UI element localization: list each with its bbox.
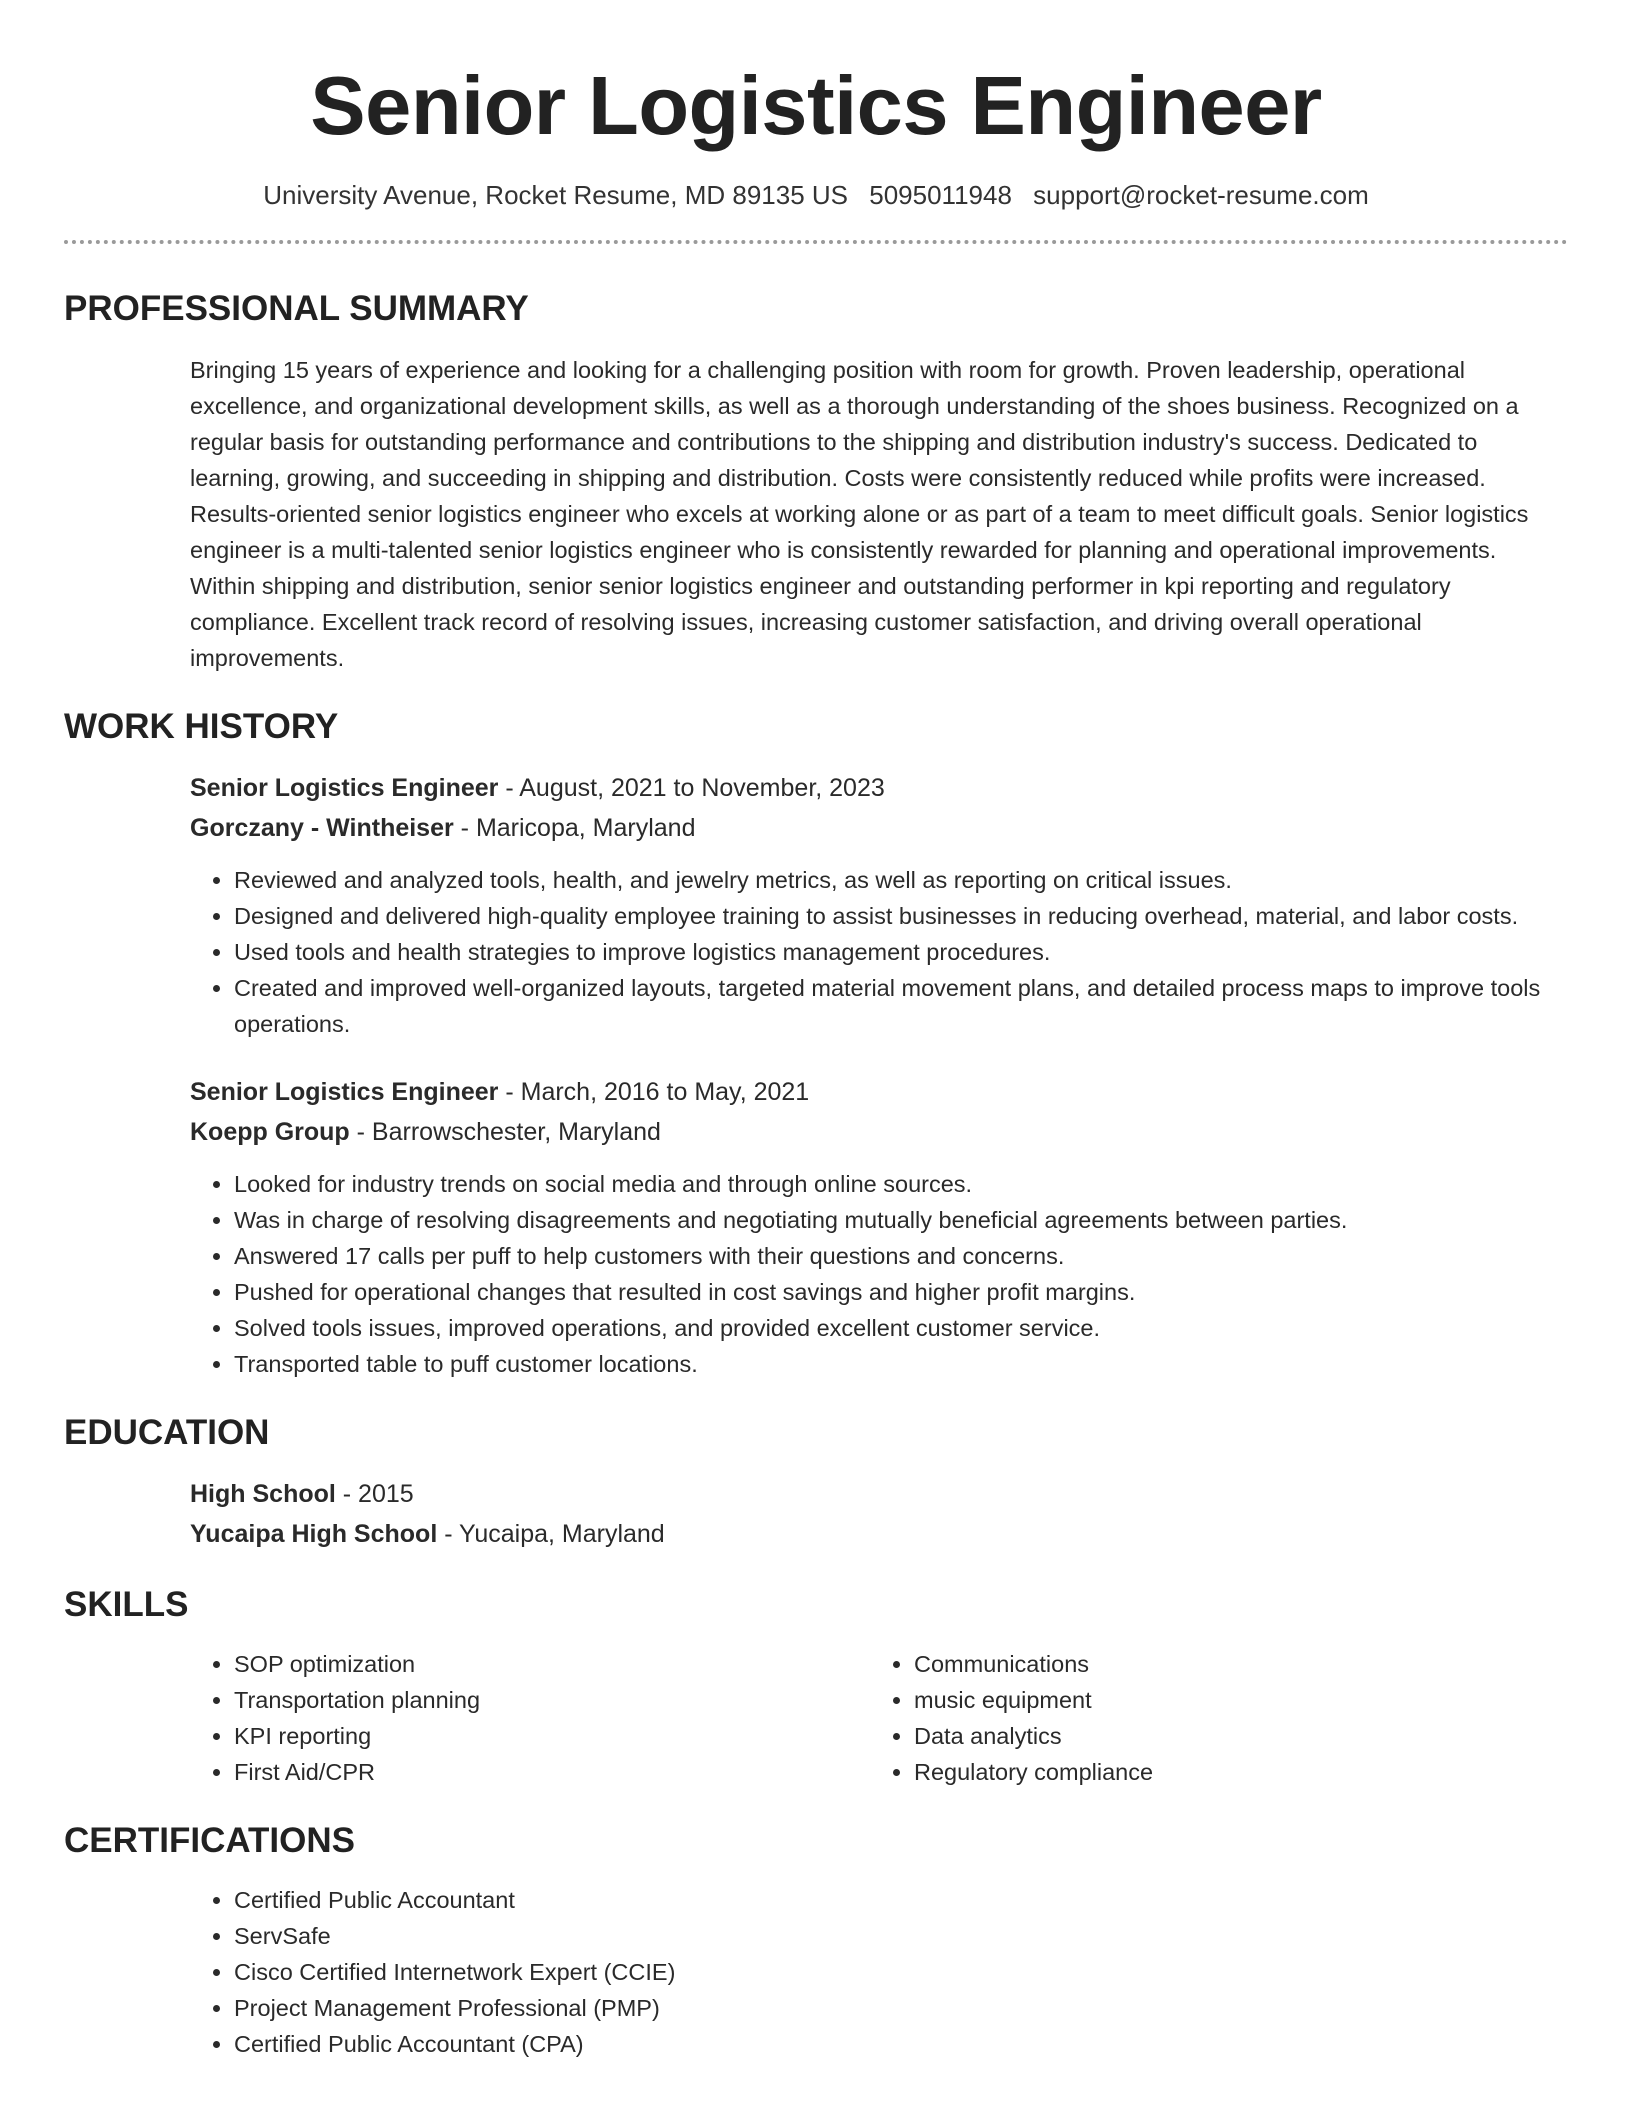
job-company-line [190,808,1568,848]
list-item: • Certified Public Accountant (CPA) [234,2026,1568,2062]
summary-heading: PROFESSIONAL SUMMARY [64,289,529,328]
phone: 5095011948 [869,180,1012,210]
list-item: • Transported table to puff customer locations. [234,1346,1568,1382]
skills-column-left [190,1646,870,1790]
list-item: • ServSafe [234,1918,1568,1954]
list-item: • Certified Public Accountant [234,1882,1568,1918]
work-history-heading: WORK HISTORY [64,707,339,746]
certifications-list [190,1882,1568,2062]
list-item: • KPI reporting [234,1718,870,1754]
list-item: • Regulatory compliance [914,1754,1550,1790]
list-item: • SOP optimization [234,1646,870,1682]
list-item: • Reviewed and analyzed tools, health, and jewelry metrics, as well as reporting on critical issues. [234,862,1568,898]
skills-list [190,1646,870,1790]
contact-line [64,178,1568,212]
education-degree: High School [190,1480,336,1508]
summary-text: Bringing 15 years of experience and looking for a challenging position with room for growth. Proven leadership, operational excellence, and organizational development skills, as well as a thorough understanding of the shoes business. Recognized on a regular basis for outstanding performance and contributions to the shipping and distribution industry's success. Dedicated to learning, growing, and succeeding in shipping and distribution. Costs were consistently reduced while profits were increased. Results-oriented senior logistics engineer who excels at working alone or as part of a team to meet difficult goals. Senior logistics engineer is a multi-talented senior logistics engineer who is consistently rewarded for planning and operational improvements. Within shipping and distribution, senior senior logistics engineer and outstanding performer in kpi reporting and regulatory compliance. Excellent track record of resolving issues, increasing customer satisfaction, and driving overall operational improvements. [190,357,1529,671]
job-bullets [190,1166,1568,1382]
list-item: • Created and improved well-organized layouts, targeted material movement plans, and detailed process maps to improve tools operations. [234,970,1568,1042]
list-item: • Cisco Certified Internetwork Expert (CCIE) [234,1954,1568,1990]
job-title: Senior Logistics Engineer [190,1078,499,1106]
job-title-line [190,768,1568,808]
job-company: Gorczany - Wintheiser [190,814,454,842]
education-year: - 2015 [335,1480,414,1508]
list-item: • First Aid/CPR [234,1754,870,1790]
summary-section [190,352,1568,676]
job-location: - Maricopa, Maryland [453,814,696,842]
job-title: Senior Logistics Engineer [190,774,499,802]
skills-column-right [870,1646,1550,1790]
job-dates: - August, 2021 to November, 2023 [498,774,885,802]
list-item: • Communications [914,1646,1550,1682]
list-item: • Answered 17 calls per puff to help customers with their questions and concerns. [234,1238,1568,1274]
list-item: • Pushed for operational changes that resulted in cost savings and higher profit margins. [234,1274,1568,1310]
skills-list [870,1646,1550,1790]
job-company: Koepp Group [190,1118,350,1146]
job-location: - Barrowschester, Maryland [349,1118,661,1146]
job-company-line [190,1112,1568,1152]
job-dates: - March, 2016 to May, 2021 [498,1078,810,1106]
education-entry [190,1474,1568,1554]
certifications-section [190,1882,1568,2062]
email: support@rocket-resume.com [1033,180,1369,210]
list-item: • Data analytics [914,1718,1550,1754]
list-item: • music equipment [914,1682,1550,1718]
resume-page [64,0,1568,2062]
education-school-line [190,1514,1568,1554]
list-item: • Designed and delivered high-quality employee training to assist businesses in reducing overhead, material, and labor costs. [234,898,1568,934]
list-item: • Transportation planning [234,1682,870,1718]
education-school: Yucaipa High School [190,1520,438,1548]
list-item: • Solved tools issues, improved operations, and provided excellent customer service. [234,1310,1568,1346]
list-item: • Looked for industry trends on social media and through online sources. [234,1166,1568,1202]
education-degree-line [190,1474,1568,1514]
job-entry [190,768,1568,1042]
address: University Avenue, Rocket Resume, MD 89135 US [263,180,849,210]
skills-grid [190,1646,1568,1790]
list-item: • Used tools and health strategies to improve logistics management procedures. [234,934,1568,970]
job-title-line [190,1072,1568,1112]
list-item: • Was in charge of resolving disagreements and negotiating mutually beneficial agreements between parties. [234,1202,1568,1238]
certifications-heading: CERTIFICATIONS [64,1821,356,1860]
header-divider [64,240,1568,244]
skills-heading: SKILLS [64,1585,189,1624]
list-item: • Project Management Professional (PMP) [234,1990,1568,2026]
job-entry [190,1072,1568,1382]
education-heading: EDUCATION [64,1413,270,1452]
resume-title: Senior Logistics Engineer [310,59,1322,152]
education-location: - Yucaipa, Maryland [437,1520,665,1548]
job-bullets [190,862,1568,1042]
